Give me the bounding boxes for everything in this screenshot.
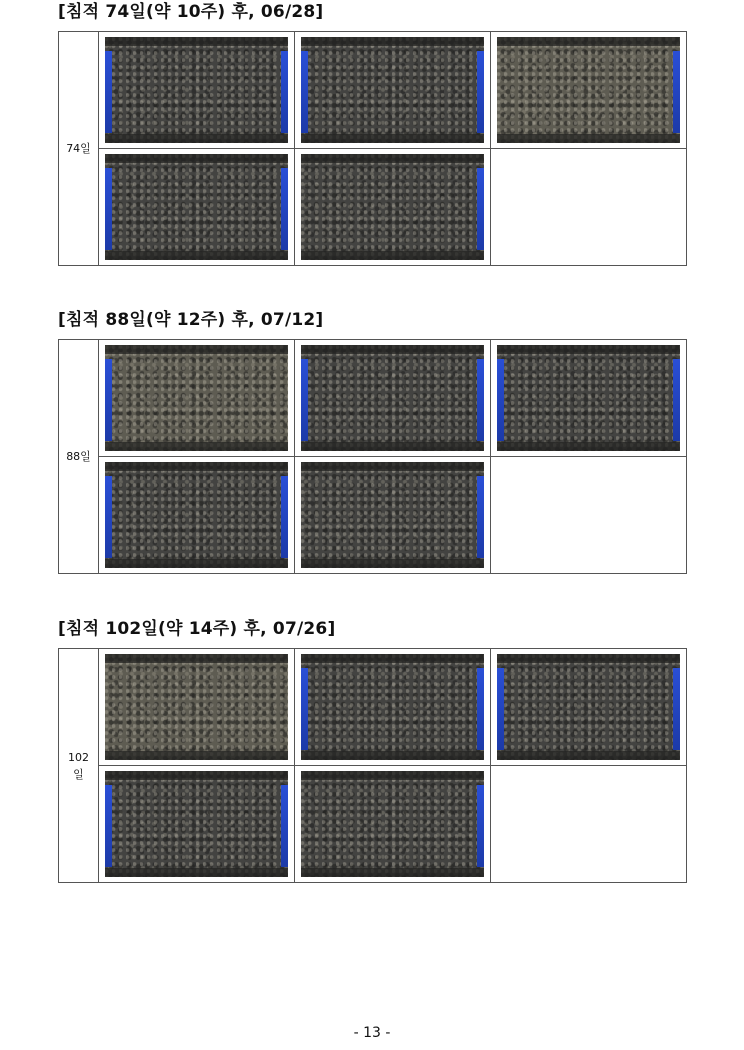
plate-rim-bottom [105, 559, 288, 568]
blue-frame-left [497, 359, 504, 441]
plate-rim-bottom [497, 751, 680, 760]
blue-frame-left [301, 51, 308, 133]
photo-cell [99, 766, 295, 883]
mesh-plate-photo [301, 37, 484, 143]
empty-cell [491, 766, 687, 883]
plate-rim-bottom [301, 751, 484, 760]
day-label-line1: 74일 [66, 142, 91, 155]
blue-frame-left [105, 476, 112, 558]
blue-frame-right [281, 51, 288, 133]
plate-rim-bottom [105, 868, 288, 877]
photo-cell [99, 649, 295, 766]
plate-rim-bottom [301, 251, 484, 260]
plate-rim-top [105, 345, 288, 354]
photo-grid-74 [58, 31, 687, 266]
blue-frame-right [281, 168, 288, 250]
day-label-74 [59, 32, 99, 266]
day-label-line1: 88일 [66, 450, 91, 463]
section-heading-102: [침적 102일(약 14주) 후, 07/26] [58, 619, 336, 639]
mesh-plate-photo [105, 654, 288, 760]
photo-cell [491, 340, 687, 457]
mesh-plate-photo [105, 345, 288, 451]
plate-rim-top [497, 654, 680, 663]
plate-rim-bottom [105, 442, 288, 451]
mesh-plate-photo [497, 654, 680, 760]
plate-rim-top [301, 154, 484, 163]
blue-frame-right [477, 168, 484, 250]
photo-cell [295, 766, 491, 883]
mesh-plate-photo [105, 154, 288, 260]
page-number: - 13 - [353, 1025, 391, 1041]
plate-rim-top [105, 154, 288, 163]
mesh-plate-photo [301, 345, 484, 451]
blue-frame-left [301, 359, 308, 441]
day-label-102 [59, 649, 99, 883]
blue-frame-left [105, 785, 112, 867]
blue-frame-right [673, 359, 680, 441]
mesh-plate-photo [105, 37, 288, 143]
plate-rim-bottom [497, 442, 680, 451]
plate-rim-bottom [105, 134, 288, 143]
blue-frame-right [281, 476, 288, 558]
mesh-plate-photo [301, 771, 484, 877]
plate-rim-bottom [105, 251, 288, 260]
plate-rim-top [105, 654, 288, 663]
plate-rim-top [497, 37, 680, 46]
blue-frame-left [105, 359, 112, 441]
mesh-plate-photo [301, 462, 484, 568]
plate-rim-top [105, 771, 288, 780]
empty-cell [491, 149, 687, 266]
blue-frame-left [497, 668, 504, 750]
photo-cell [295, 340, 491, 457]
blue-frame-left [105, 51, 112, 133]
plate-rim-bottom [301, 559, 484, 568]
day-label-88 [59, 340, 99, 574]
day-label-line1: 102 [68, 750, 89, 764]
plate-rim-bottom [301, 134, 484, 143]
plate-rim-top [301, 771, 484, 780]
plate-rim-top [105, 37, 288, 46]
blue-frame-right [281, 785, 288, 867]
photo-cell [99, 340, 295, 457]
blue-frame-right [673, 668, 680, 750]
mesh-plate-photo [301, 654, 484, 760]
plate-rim-bottom [497, 134, 680, 143]
plate-rim-top [301, 37, 484, 46]
photo-grid-102 [58, 648, 687, 883]
plate-rim-bottom [301, 868, 484, 877]
mesh-plate-photo [105, 771, 288, 877]
mesh-plate-photo [301, 154, 484, 260]
plate-rim-bottom [105, 751, 288, 760]
blue-frame-right [477, 785, 484, 867]
day-label-line2: 일 [73, 767, 84, 781]
section-heading-88: [침적 88일(약 12주) 후, 07/12] [58, 310, 324, 330]
plate-rim-top [105, 462, 288, 471]
plate-rim-top [301, 462, 484, 471]
mesh-plate-photo [497, 37, 680, 143]
plate-rim-top [301, 345, 484, 354]
mesh-plate-photo [105, 462, 288, 568]
plate-rim-top [301, 654, 484, 663]
photo-cell [491, 32, 687, 149]
photo-cell [295, 149, 491, 266]
photo-cell [295, 32, 491, 149]
blue-frame-left [105, 168, 112, 250]
plate-rim-bottom [301, 442, 484, 451]
plate-rim-top [497, 345, 680, 354]
photo-cell [99, 32, 295, 149]
photo-grid-88 [58, 339, 687, 574]
empty-cell [491, 457, 687, 574]
mesh-plate-photo [497, 345, 680, 451]
blue-frame-right [477, 668, 484, 750]
blue-frame-right [477, 51, 484, 133]
blue-frame-left [301, 668, 308, 750]
photo-cell [295, 457, 491, 574]
blue-frame-right [477, 359, 484, 441]
blue-frame-right [673, 51, 680, 133]
photo-cell [99, 457, 295, 574]
blue-frame-right [477, 476, 484, 558]
section-heading-74: [침적 74일(약 10주) 후, 06/28] [58, 2, 324, 22]
photo-cell [295, 649, 491, 766]
photo-cell [491, 649, 687, 766]
photo-cell [99, 149, 295, 266]
